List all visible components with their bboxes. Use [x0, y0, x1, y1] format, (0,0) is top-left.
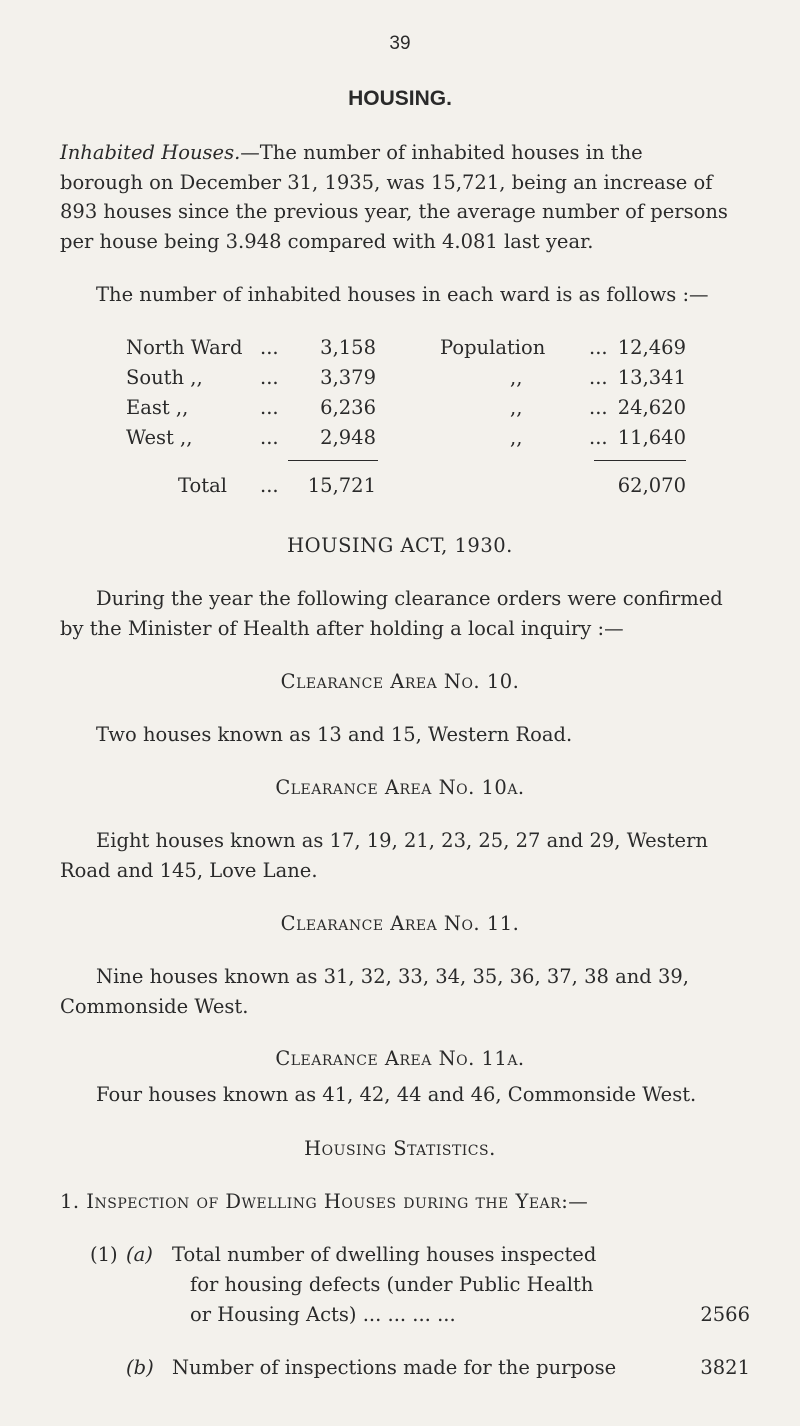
total-label: Total: [178, 474, 227, 497]
ward-name: East ,,: [126, 396, 189, 419]
ward-dots: ...: [260, 396, 279, 419]
ward-dots: ...: [260, 426, 279, 449]
ward-dots: ...: [260, 366, 279, 389]
ward-pop-label: ,,: [510, 396, 523, 419]
intro-line-3: 893 houses since the previous year, the average number of persons: [60, 200, 728, 223]
ward-dots: ...: [260, 336, 279, 359]
act-text-line-2: by the Minister of Health after holding a local inquiry :—: [60, 617, 624, 640]
intro-lead: Inhabited Houses.: [60, 141, 241, 164]
ward-pop-label: Population: [440, 336, 546, 359]
clearance-area-heading: Clearance Area No. 11.: [280, 912, 520, 935]
clearance-area-text: Eight houses known as 17, 19, 21, 23, 25, 27 and 29, Western: [96, 829, 708, 852]
clearance-area-heading: Clearance Area No. 11a.: [275, 1047, 525, 1070]
ward-population: 11,640: [617, 426, 686, 449]
item-number: (1): [90, 1243, 118, 1266]
total-rule-houses: [288, 460, 378, 461]
clearance-area-text: Four houses known as 41, 42, 44 and 46, Commonside West.: [96, 1083, 697, 1106]
item-text-line: Total number of dwelling houses inspected: [172, 1243, 597, 1266]
total-rule-population: [594, 460, 686, 461]
intro-line-2: borough on December 31, 1935, was 15,721, being an increase of: [60, 171, 713, 194]
ward-houses: 3,158: [320, 336, 376, 359]
inspection-heading: 1. Inspection of Dwelling Houses during the Year:—: [60, 1190, 589, 1213]
ward-name: North Ward: [126, 336, 243, 359]
item-value: 3821: [700, 1356, 750, 1379]
act-text-line-1: During the year the following clearance orders were confirmed: [96, 587, 723, 610]
page-title: HOUSING.: [348, 87, 452, 110]
total-dots: ...: [260, 474, 279, 497]
ward-houses: 3,379: [320, 366, 376, 389]
clearance-area-text: Nine houses known as 31, 32, 33, 34, 35, 36, 37, 38 and 39,: [96, 965, 689, 988]
clearance-area-heading: Clearance Area No. 10.: [280, 670, 520, 693]
ward-intro: The number of inhabited houses in each ward is as follows :—: [96, 283, 709, 306]
clearance-area-heading: Clearance Area No. 10a.: [275, 776, 525, 799]
item-text-line: for housing defects (under Public Health: [190, 1273, 594, 1296]
ward-name: West ,,: [126, 426, 193, 449]
ward-population: 13,341: [617, 366, 686, 389]
ward-dots: ...: [589, 336, 608, 359]
ward-dots: ...: [589, 426, 608, 449]
intro-text-1: —The number of inhabited houses in the: [240, 141, 643, 164]
total-population: 62,070: [617, 474, 686, 497]
item-text-line: or Housing Acts) ... ... ... ...: [190, 1303, 456, 1326]
ward-pop-label: ,,: [510, 366, 523, 389]
ward-pop-label: ,,: [510, 426, 523, 449]
ward-dots: ...: [589, 396, 608, 419]
item-text-line: Number of inspections made for the purpose: [172, 1356, 617, 1379]
clearance-area-text: Two houses known as 13 and 15, Western Road.: [96, 723, 573, 746]
clearance-area-text: Road and 145, Love Lane.: [60, 859, 318, 882]
ward-name: South ,,: [126, 366, 203, 389]
ward-population: 24,620: [617, 396, 686, 419]
act-heading: HOUSING ACT, 1930.: [287, 534, 513, 557]
ward-houses: 2,948: [320, 426, 376, 449]
stats-heading: Housing Statistics.: [304, 1137, 496, 1160]
intro-line-4: per house being 3.948 compared with 4.081 last year.: [60, 230, 594, 253]
ward-houses: 6,236: [320, 396, 376, 419]
clearance-area-text: Commonside West.: [60, 995, 249, 1018]
total-houses: 15,721: [307, 474, 376, 497]
intro-line-1: [60, 138, 643, 168]
ward-population: 12,469: [617, 336, 686, 359]
ward-dots: ...: [589, 366, 608, 389]
item-letter: (a): [126, 1243, 153, 1266]
page-number: 39: [389, 33, 411, 54]
item-value: 2566: [700, 1303, 750, 1326]
item-letter: (b): [126, 1356, 154, 1379]
